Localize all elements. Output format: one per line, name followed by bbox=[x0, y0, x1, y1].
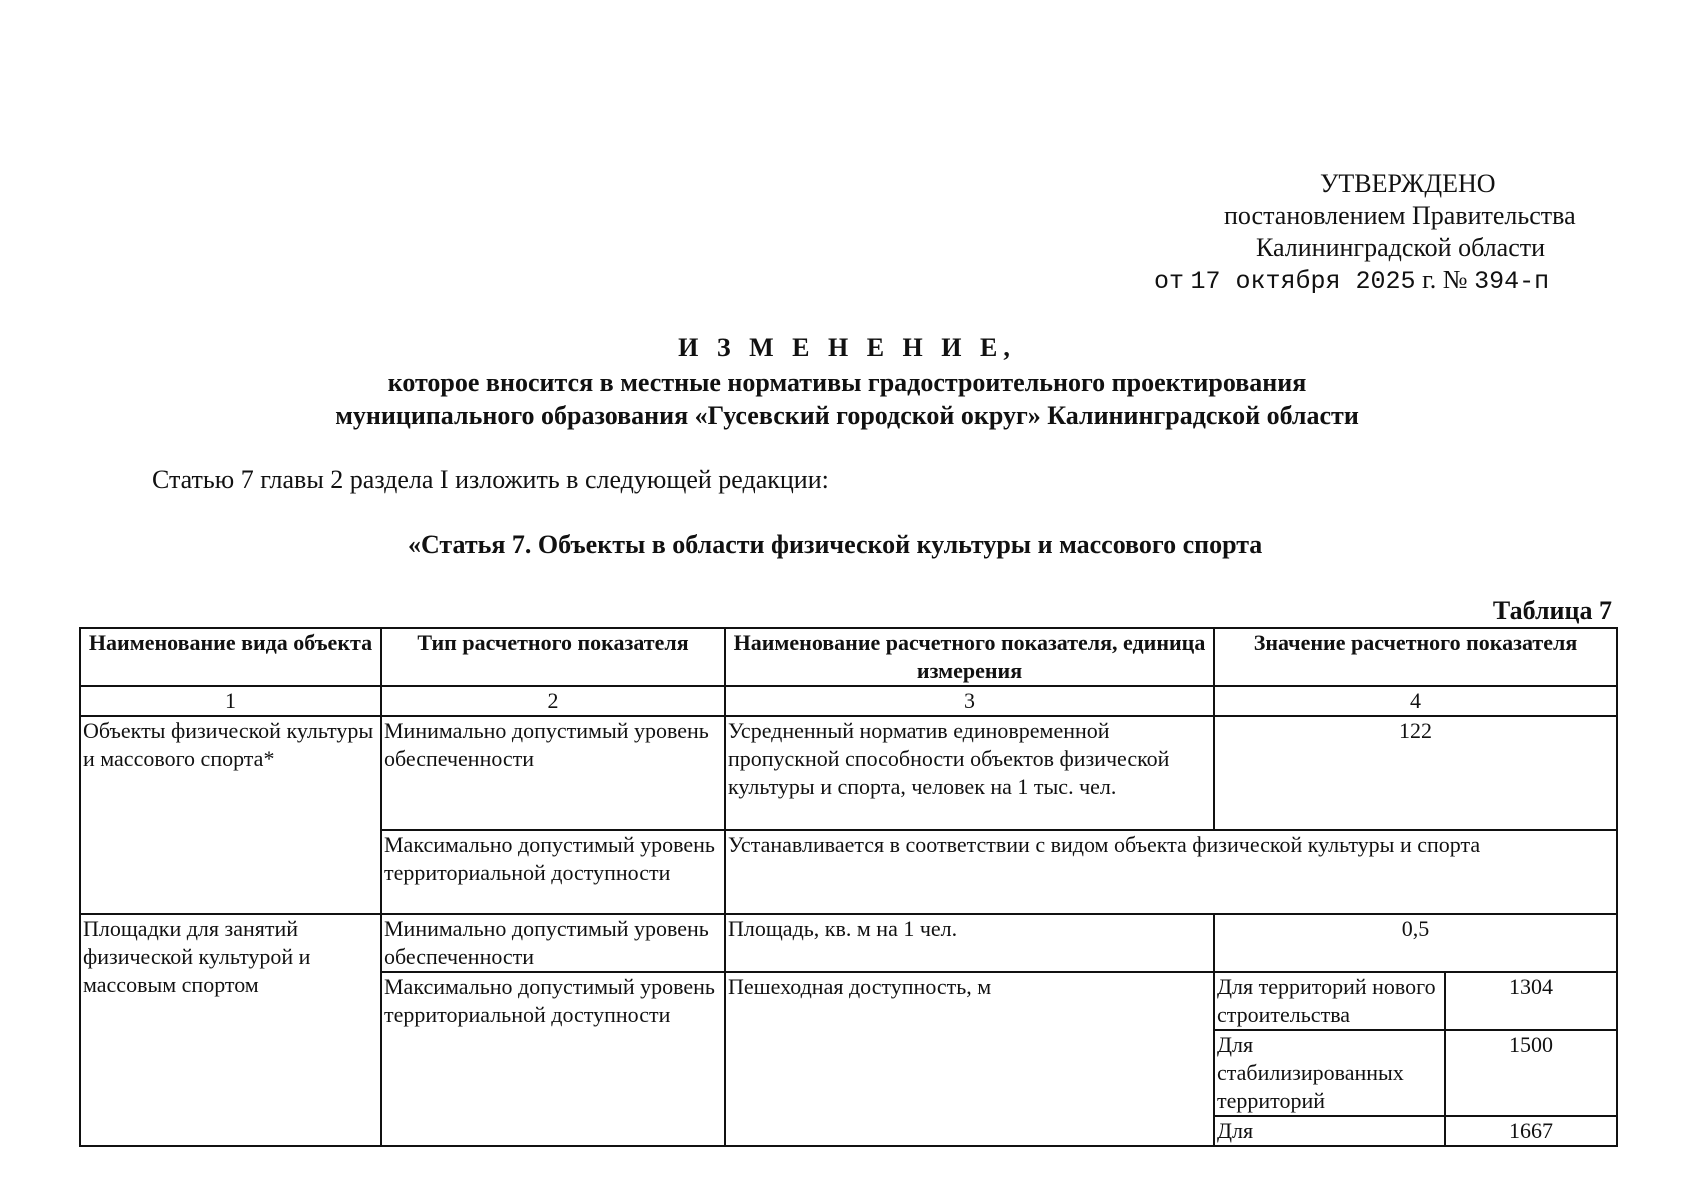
approval-line: Калининградской области bbox=[1256, 233, 1546, 262]
document-subtitle: которое вносится в местные нормативы градостроительного проектирования bbox=[387, 368, 1307, 397]
document-number: 394-п bbox=[1474, 267, 1550, 296]
indicator-value-cell: 1304 bbox=[1445, 972, 1617, 1030]
table-header-cell: Значение расчетного показателя bbox=[1214, 628, 1617, 686]
norms-table bbox=[79, 627, 1618, 1147]
territory-type-cell: Для bbox=[1214, 1116, 1445, 1146]
indicator-name-cell: Усредненный норматив единовременной пропускной способности объектов физической культуры и спорта, человек на 1 тыс. чел. bbox=[725, 716, 1214, 830]
date-suffix: г. № bbox=[1422, 265, 1468, 294]
indicator-value-cell: 122 bbox=[1214, 716, 1617, 830]
indicator-name-cell: Площадь, кв. м на 1 чел. bbox=[725, 914, 1214, 972]
article-title: «Статья 7. Объекты в области физической культуры и массового спорта bbox=[408, 530, 1263, 559]
date-value: 17 октября 2025 bbox=[1190, 267, 1416, 296]
column-number: 2 bbox=[381, 686, 725, 716]
table-header-row bbox=[80, 628, 1617, 686]
approval-line: постановлением Правительства bbox=[1224, 201, 1576, 230]
table-label: Таблица 7 bbox=[1492, 596, 1612, 625]
object-name-cell: Площадки для занятий физической культурой и массовым спортом bbox=[80, 914, 381, 1146]
indicator-value-cell: 0,5 bbox=[1214, 914, 1617, 972]
intro-paragraph: Статью 7 главы 2 раздела I изложить в следующей редакции: bbox=[152, 465, 829, 494]
approval-title: УТВЕРЖДЕНО bbox=[1320, 169, 1496, 198]
indicator-type-cell: Минимально допустимый уровень обеспеченности bbox=[381, 716, 725, 830]
table-row bbox=[80, 716, 1617, 830]
column-number: 3 bbox=[725, 686, 1214, 716]
table-header-cell: Наименование расчетного показателя, единица измерения bbox=[725, 628, 1214, 686]
table-row bbox=[80, 914, 1617, 972]
indicator-type-cell: Максимально допустимый уровень территориальной доступности bbox=[381, 830, 725, 914]
approval-date-line bbox=[1154, 264, 1549, 298]
indicator-value-cell: 1500 bbox=[1445, 1030, 1617, 1116]
object-name-cell: Объекты физической культуры и массового спорта* bbox=[80, 716, 381, 914]
table-header-cell: Тип расчетного показателя bbox=[381, 628, 725, 686]
indicator-value-cell: 1667 bbox=[1445, 1116, 1617, 1146]
table-header-cell: Наименование вида объекта bbox=[80, 628, 381, 686]
indicator-value-cell: Устанавливается в соответствии с видом объекта физической культуры и спорта bbox=[725, 830, 1617, 914]
indicator-name-cell: Пешеходная доступность, м bbox=[725, 972, 1214, 1146]
date-prefix: от bbox=[1154, 267, 1185, 296]
column-number-row bbox=[80, 686, 1617, 716]
indicator-type-cell: Максимально допустимый уровень территориальной доступности bbox=[381, 972, 725, 1146]
document-title: И З М Е Н Е Н И Е, bbox=[678, 333, 1016, 362]
territory-type-cell: Для стабилизированных территорий bbox=[1214, 1030, 1445, 1116]
column-number: 1 bbox=[80, 686, 381, 716]
territory-type-cell: Для территорий нового строительства bbox=[1214, 972, 1445, 1030]
indicator-type-cell: Минимально допустимый уровень обеспеченности bbox=[381, 914, 725, 972]
document-subtitle: муниципального образования «Гусевский городской округ» Калининградской области bbox=[335, 401, 1359, 430]
column-number: 4 bbox=[1214, 686, 1617, 716]
